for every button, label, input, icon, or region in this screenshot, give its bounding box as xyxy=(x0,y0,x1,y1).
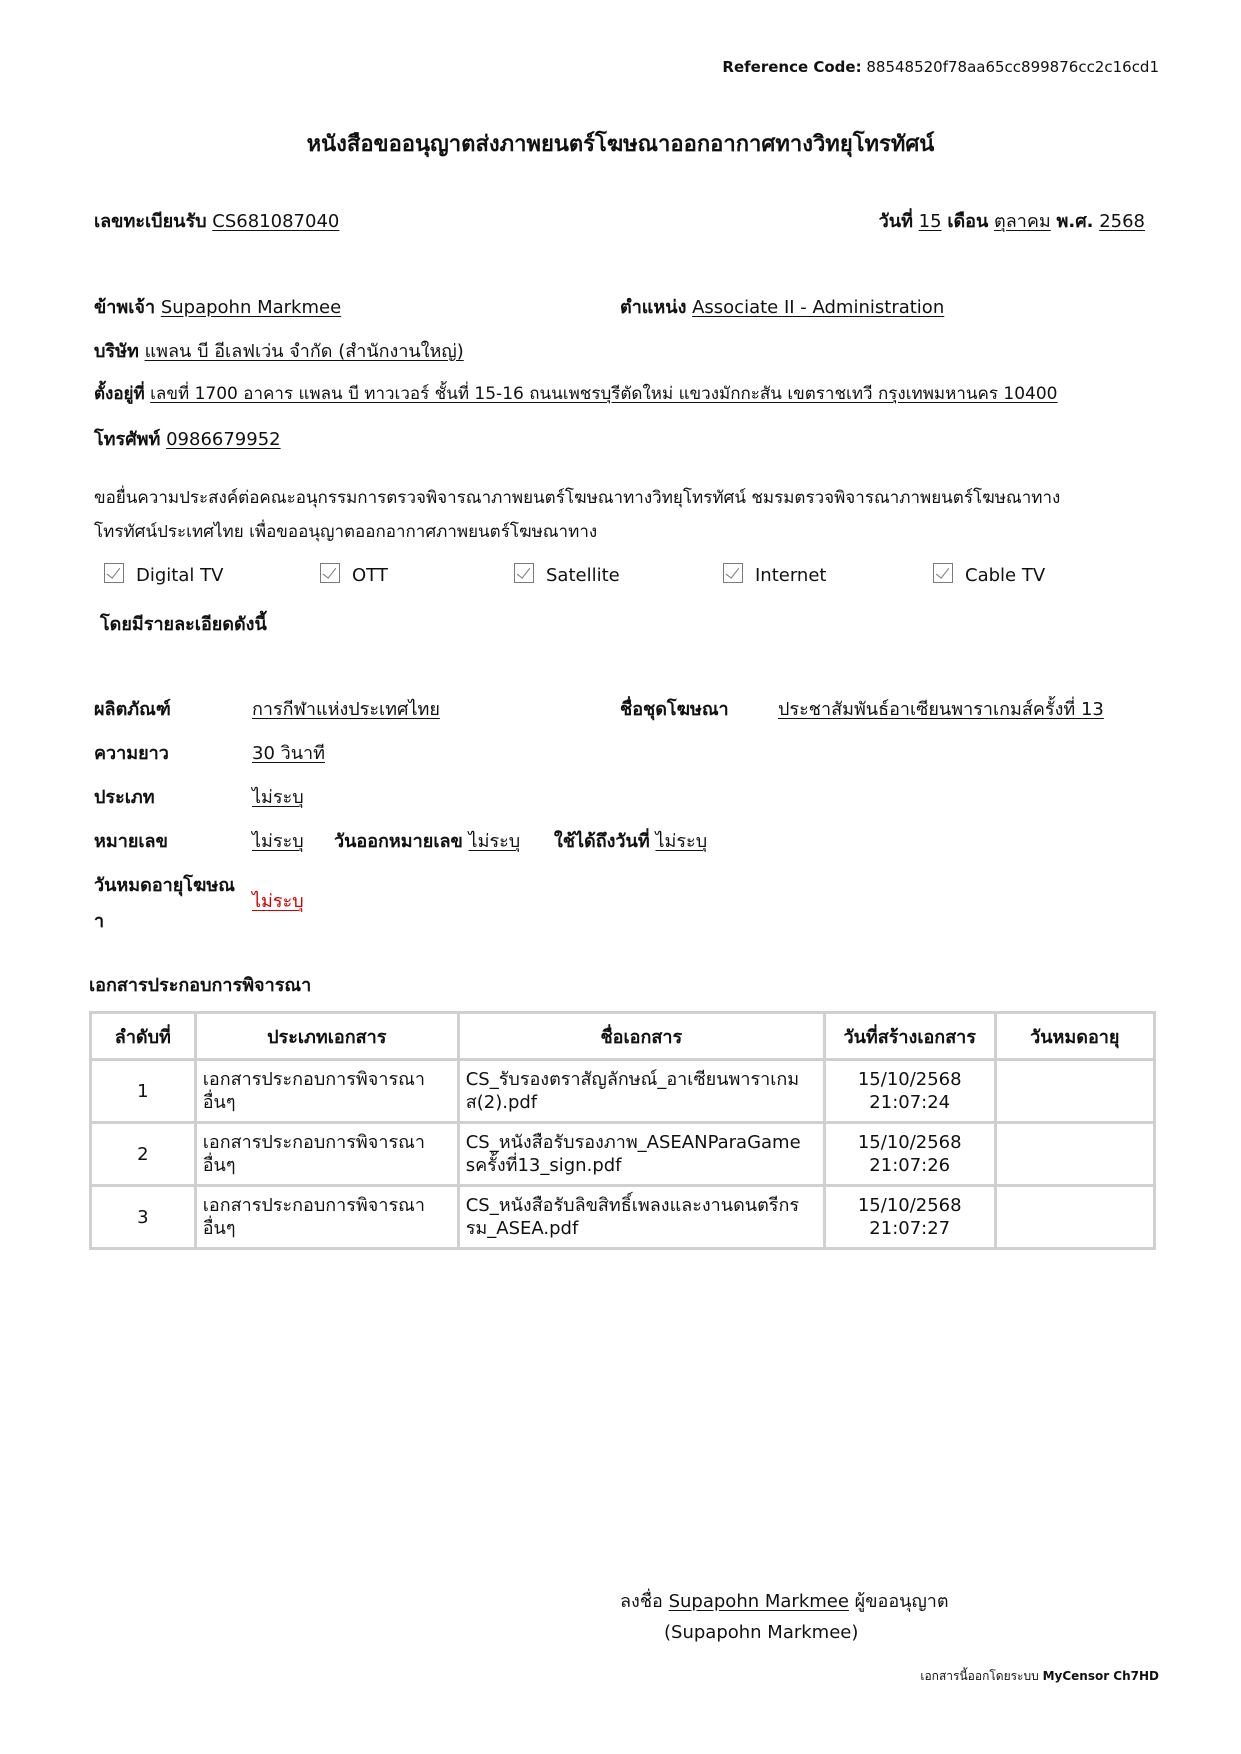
document-created xyxy=(824,1186,995,1249)
valid-until-value: ไม่ระบุ xyxy=(655,831,708,852)
request-line-1: ขอยื่นความประสงค์ต่อคณะอนุกรรมการตรวจพิจารณาภาพยนตร์โฆษณาทางวิทยุโทรทัศน์ ชมรมตรวจพิจารณาภาพยนตร์โฆษณาทาง xyxy=(94,488,1061,508)
checkbox-checked-icon[interactable] xyxy=(933,563,953,583)
document-name-line-2: รม_ASEA.pdf xyxy=(465,1218,579,1239)
campaign-value: ประชาสัมพันธ์อาเซียนพาราเกมส์ครั้งที่ 13 xyxy=(778,699,1104,720)
valid-until-label: ใช้ได้ถึงวันที่ xyxy=(554,831,650,852)
phone-label: โทรศัพท์ xyxy=(94,429,161,450)
expiry-label: วันหมดอายุโฆษณ xyxy=(94,875,235,896)
day-value: 15 xyxy=(918,211,942,232)
document-created xyxy=(824,1060,995,1123)
column-header: ชื่อเอกสาร xyxy=(458,1013,824,1060)
reference-code xyxy=(722,58,1159,76)
registration-label: เลขทะเบียนรับ xyxy=(94,211,207,232)
number-value: ไม่ระบุ xyxy=(252,831,304,852)
signer-role: ผู้ขออนุญาต xyxy=(854,1591,949,1612)
request-line-2: โทรทัศน์ประเทศไทย เพื่อขออนุญาตออกอากาศภาพยนตร์โฆษณาทาง xyxy=(94,522,598,542)
channel-digital-tv[interactable] xyxy=(104,563,223,586)
created-time: 21:07:26 xyxy=(869,1155,951,1176)
document-type-line-1: เอกสารประกอบการพิจารณา xyxy=(202,1132,425,1153)
applicant-name: Supapohn Markmee xyxy=(160,297,342,318)
position-row xyxy=(620,292,944,321)
table-row xyxy=(91,1060,1155,1123)
channel-label: Cable TV xyxy=(965,565,1046,586)
document-created xyxy=(824,1123,995,1186)
details-heading: โดยมีรายละเอียดดังนี้ xyxy=(100,614,267,635)
number-label: หมายเลข xyxy=(94,831,168,852)
year-value: 2568 xyxy=(1099,211,1145,232)
checkbox-checked-icon[interactable] xyxy=(514,563,534,583)
column-header: ประเภทเอกสาร xyxy=(195,1013,458,1060)
campaign-label: ชื่อชุดโฆษณา xyxy=(620,699,729,720)
document-type-line-1: เอกสารประกอบการพิจารณา xyxy=(202,1195,425,1216)
row-number: 2 xyxy=(91,1123,196,1186)
issue-date-value: ไม่ระบุ xyxy=(468,831,521,852)
channel-cable-tv[interactable] xyxy=(933,563,1045,586)
channel-label: Satellite xyxy=(546,565,620,586)
company-label: บริษัท xyxy=(94,341,139,362)
signer-name: Supapohn Markmee xyxy=(668,1591,849,1612)
expiry-label-wrap: า xyxy=(94,911,105,932)
sign-label: ลงชื่อ xyxy=(620,1591,663,1612)
document-name xyxy=(458,1186,824,1249)
applicant-name-label: ข้าพเจ้า xyxy=(94,297,156,318)
created-date: 15/10/2568 xyxy=(857,1132,962,1153)
signature-row xyxy=(620,1586,949,1615)
footer-text: เอกสารนี้ออกโดยระบบ xyxy=(920,1669,1039,1683)
company-row xyxy=(94,336,464,365)
reference-code-value: 88548520f78aa65cc899876cc2c16cd1 xyxy=(866,58,1159,76)
issue-date-row xyxy=(334,826,520,855)
document-type-line-2: อื่นๆ xyxy=(202,1155,236,1176)
document-type xyxy=(195,1186,458,1249)
checkbox-checked-icon[interactable] xyxy=(320,563,340,583)
company-value: แพลน บี อีเลฟเว่น จำกัด (สำนักงานใหญ่) xyxy=(144,341,464,362)
document-name xyxy=(458,1123,824,1186)
channel-internet[interactable] xyxy=(723,563,826,586)
expiry-value: ไม่ระบุ xyxy=(252,891,304,912)
document-name-line-2: ส(2).pdf xyxy=(465,1092,538,1113)
year-label: พ.ศ. xyxy=(1056,211,1094,232)
month-value: ตุลาคม xyxy=(994,211,1051,232)
document-type-line-1: เอกสารประกอบการพิจารณา xyxy=(202,1069,425,1090)
document-type xyxy=(195,1123,458,1186)
document-expiry xyxy=(995,1060,1154,1123)
document-expiry xyxy=(995,1123,1154,1186)
registration-number: CS681087040 xyxy=(212,211,340,232)
type-value: ไม่ระบุ xyxy=(252,787,304,808)
document-name-line-1: CS_หนังสือรับรองภาพ_ASEANParaGame xyxy=(465,1132,801,1153)
footer-system: MyCensor Ch7HD xyxy=(1042,1669,1159,1683)
reference-code-label: Reference Code: xyxy=(722,58,862,76)
document-name-line-1: CS_หนังสือรับลิขสิทธิ์เพลงและงานดนตรีกร xyxy=(465,1195,800,1216)
channel-ott[interactable] xyxy=(320,563,388,586)
table-header-row xyxy=(91,1013,1155,1060)
documents-table xyxy=(89,1011,1156,1250)
channel-label: Internet xyxy=(755,565,827,586)
checkbox-checked-icon[interactable] xyxy=(723,563,743,583)
document-expiry xyxy=(995,1186,1154,1249)
document-title: หนังสือขออนุญาตส่งภาพยนตร์โฆษณาออกอากาศทางวิทยุโทรทัศน์ xyxy=(306,132,935,157)
valid-until-row xyxy=(554,826,707,855)
channel-label: Digital TV xyxy=(136,565,224,586)
length-value: 30 วินาที xyxy=(252,743,326,764)
footer-note xyxy=(920,1667,1159,1686)
document-type-line-2: อื่นๆ xyxy=(202,1218,236,1239)
column-header: ลำดับที่ xyxy=(91,1013,196,1060)
document-name-line-1: CS_รับรองตราสัญลักษณ์_อาเซียนพาราเกม xyxy=(465,1069,800,1090)
created-time: 21:07:24 xyxy=(869,1092,951,1113)
month-label: เดือน xyxy=(947,211,989,232)
document-type-line-2: อื่นๆ xyxy=(202,1092,236,1113)
document-name xyxy=(458,1060,824,1123)
created-date: 15/10/2568 xyxy=(857,1069,962,1090)
position-value: Associate II - Administration xyxy=(692,297,945,318)
product-label: ผลิตภัณฑ์ xyxy=(94,699,171,720)
created-time: 21:07:27 xyxy=(869,1218,951,1239)
address-value: เลขที่ 1700 อาคาร แพลน บี ทาวเวอร์ ชั้นที่ 15-16 ถนนเพชรบุรีตัดใหม่ แขวงมักกะสัน เขตราชเทวี กรุงเทพมหานคร 10400 xyxy=(150,384,1058,404)
table-row xyxy=(91,1123,1155,1186)
documents-heading: เอกสารประกอบการพิจารณา xyxy=(89,975,312,996)
table-row xyxy=(91,1186,1155,1249)
row-number: 3 xyxy=(91,1186,196,1249)
checkbox-checked-icon[interactable] xyxy=(104,563,124,583)
row-number: 1 xyxy=(91,1060,196,1123)
address-label: ตั้งอยู่ที่ xyxy=(94,384,145,404)
issue-date-label: วันออกหมายเลข xyxy=(334,831,463,852)
column-header: วันที่สร้างเอกสาร xyxy=(824,1013,995,1060)
position-label: ตำแหน่ง xyxy=(620,297,687,318)
date-row xyxy=(879,206,1145,235)
applicant-name-row xyxy=(94,292,341,321)
created-date: 15/10/2568 xyxy=(857,1195,962,1216)
column-header: วันหมดอายุ xyxy=(995,1013,1154,1060)
channel-label: OTT xyxy=(352,565,388,586)
length-label: ความยาว xyxy=(94,743,169,764)
address-row xyxy=(94,380,1057,407)
document-type xyxy=(195,1060,458,1123)
phone-row xyxy=(94,424,281,453)
document-name-line-2: sครั้งที่13_sign.pdf xyxy=(465,1155,622,1176)
product-value: การกีฬาแห่งประเทศไทย xyxy=(252,699,440,720)
day-label: วันที่ xyxy=(878,211,913,232)
registration-row xyxy=(94,206,339,235)
phone-value: 0986679952 xyxy=(166,429,281,450)
channel-satellite[interactable] xyxy=(514,563,620,586)
printed-name: (Supapohn Markmee) xyxy=(664,1622,859,1643)
type-label: ประเภท xyxy=(94,787,155,808)
